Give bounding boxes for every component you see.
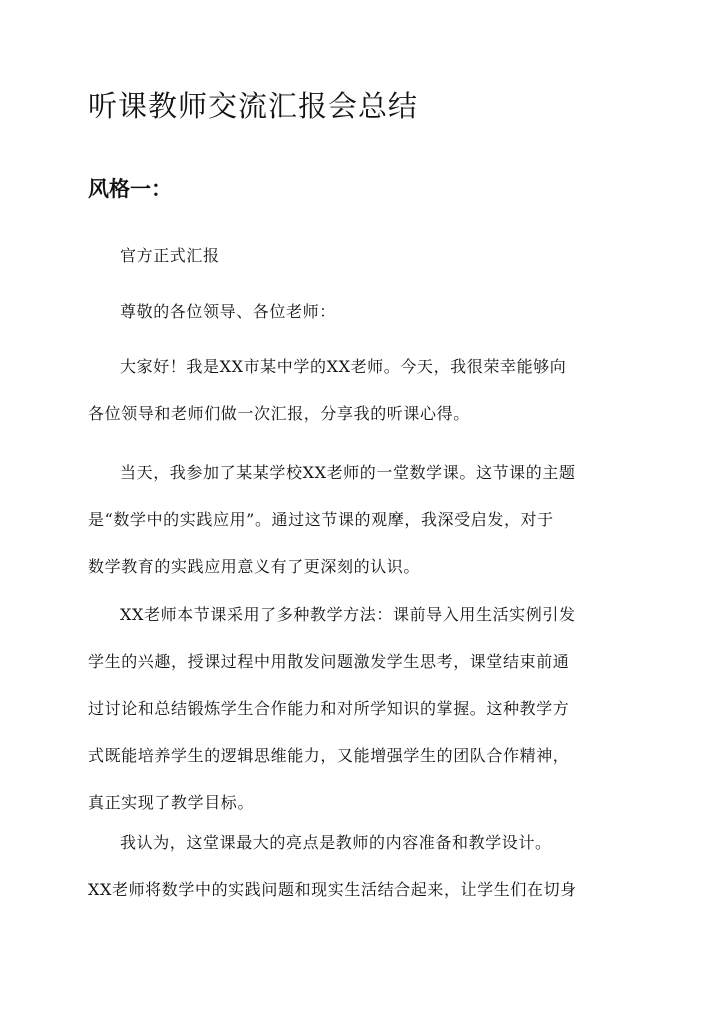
paragraph-line: 学生的兴趣，授课过程中用散发问题激发学生思考，课堂结束前通 bbox=[88, 652, 570, 671]
paragraph-greeting bbox=[88, 343, 632, 437]
paragraph-highlights bbox=[88, 819, 632, 913]
paragraph-line: 尊敬的各位领导、各位老师： bbox=[120, 302, 336, 321]
paragraph-line: 真正实现了教学目标。 bbox=[88, 793, 255, 812]
paragraph-line: XX老师将数学中的实践问题和现实生活结合起来，让学生们在切身 bbox=[88, 880, 577, 899]
paragraph-lesson-topic bbox=[88, 449, 632, 590]
paragraph-line: XX老师本节课采用了多种教学方法：课前导入用生活实例引发 bbox=[120, 605, 576, 624]
paragraph-line: 数学教育的实践应用意义有了更深刻的认识。 bbox=[88, 557, 421, 576]
paragraph-line: 各位领导和老师们做一次汇报，分享我的听课心得。 bbox=[88, 404, 470, 423]
document-title: 听课教师交流汇报会总结 bbox=[88, 89, 419, 123]
paragraph-salutation bbox=[88, 288, 632, 335]
paragraph-line: 是“数学中的实践应用”。通过这节课的观摩，我深受启发，对于 bbox=[88, 510, 554, 529]
paragraph-line: 当天，我参加了某某学校XX老师的一堂数学课。这节课的主题 bbox=[120, 463, 576, 482]
paragraph-report-style bbox=[88, 232, 632, 279]
section-heading: 风格一： bbox=[88, 176, 172, 201]
paragraph-teaching-methods bbox=[88, 591, 632, 826]
paragraph-line: 大家好！我是XX市某中学的XX老师。今天，我很荣幸能够向 bbox=[120, 357, 567, 376]
paragraph-line: 官方正式汇报 bbox=[120, 246, 220, 265]
paragraph-line: 我认为，这堂课最大的亮点是教师的内容准备和教学设计。 bbox=[120, 833, 552, 852]
paragraph-line: 过讨论和总结锻炼学生合作能力和对所学知识的掌握。这种教学方 bbox=[88, 699, 570, 718]
paragraph-line: 式既能培养学生的逻辑思维能力，又能增强学生的团队合作精神， bbox=[88, 746, 570, 765]
